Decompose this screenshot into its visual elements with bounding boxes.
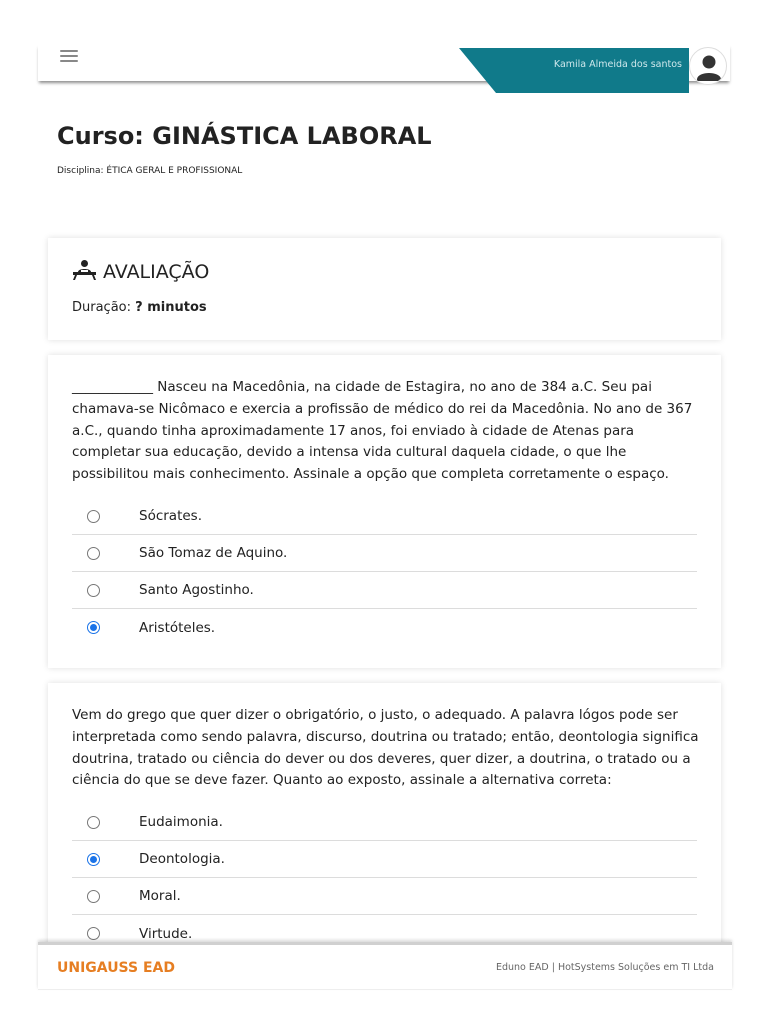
question-text: ____________ Nasceu na Macedônia, na cidade de Estagira, no ano de 384 a.C. Seu pai chamava-se Nicômaco e exercia a profissão de médico do rei da Macedônia. No ano de 367 a.C., quando tinha aproximadamente 17 anos, foi enviado à cidade de Atenas para completar sua educação, devido a intensa vida cultural daquela cidade, o que lhe possibilitou mais conhecimento. Assinale a opção que completa corretamente o espaço. <box>72 379 693 483</box>
radio-button[interactable] <box>87 927 100 940</box>
radio-button-selected[interactable] <box>87 621 100 634</box>
question-text: Vem do grego que quer dizer o obrigatório, o justo, o adequado. A palavra lógos pode ser interpretada como sendo palavra, discurso, doutrina ou tratado; então, deontologia significa doutrina, tratado ou ciência do dever ou dos deveres, quer dizer, a doutrina, o tratado ou a ciência do que se deve fazer. Quanto ao exposto, assinale a alternativa correta: <box>72 707 699 789</box>
radio-button[interactable] <box>87 584 100 597</box>
option-label: Aristóteles. <box>139 619 216 636</box>
radio-button[interactable] <box>87 816 100 829</box>
page-title: Curso: GINÁSTICA LABORAL <box>57 122 432 150</box>
footer-credits: Eduno EAD | HotSystems Soluções em TI Ltda <box>495 962 714 973</box>
answer-option[interactable] <box>72 535 697 572</box>
answer-option[interactable] <box>72 804 697 841</box>
teacher-desk-icon <box>72 259 97 285</box>
answer-options <box>72 498 697 646</box>
hamburger-icon[interactable] <box>60 48 78 64</box>
option-label: Sócrates. <box>139 508 202 524</box>
evaluation-card <box>48 238 721 340</box>
option-label: Virtude. <box>139 925 193 942</box>
duration-info <box>72 300 207 315</box>
hamburger-line <box>60 50 78 52</box>
answer-option[interactable] <box>72 498 697 535</box>
option-label: Eudaimonia. <box>139 814 223 830</box>
radio-button[interactable] <box>87 547 100 560</box>
hamburger-line <box>60 60 78 62</box>
page-footer <box>38 942 732 990</box>
evaluation-header <box>72 259 209 285</box>
option-label: Santo Agostinho. <box>139 582 254 598</box>
user-avatar-icon[interactable] <box>689 47 727 85</box>
duration-label: Duração: <box>72 300 132 315</box>
question-card <box>48 355 721 668</box>
footer-brand[interactable]: UNIGAUSS EAD <box>57 960 175 976</box>
user-banner <box>459 48 689 93</box>
answer-option[interactable] <box>72 878 697 915</box>
option-label: São Tomaz de Aquino. <box>139 545 288 561</box>
answer-option[interactable] <box>72 841 697 878</box>
user-name[interactable]: Kamila Almeida dos santos <box>553 59 682 70</box>
answer-options <box>72 804 697 952</box>
radio-button[interactable] <box>87 510 100 523</box>
evaluation-title: AVALIAÇÃO <box>103 261 210 283</box>
option-label: Moral. <box>139 888 181 904</box>
radio-button[interactable] <box>87 890 100 903</box>
hamburger-line <box>60 55 78 57</box>
answer-option[interactable] <box>72 609 697 646</box>
option-label: Deontologia. <box>139 851 225 867</box>
discipline-label: Disciplina: ÉTICA GERAL E PROFISSIONAL <box>57 166 243 176</box>
duration-value: ? minutos <box>135 300 207 315</box>
question-card <box>48 683 721 963</box>
radio-button-selected[interactable] <box>87 853 100 866</box>
answer-option[interactable] <box>72 572 697 609</box>
